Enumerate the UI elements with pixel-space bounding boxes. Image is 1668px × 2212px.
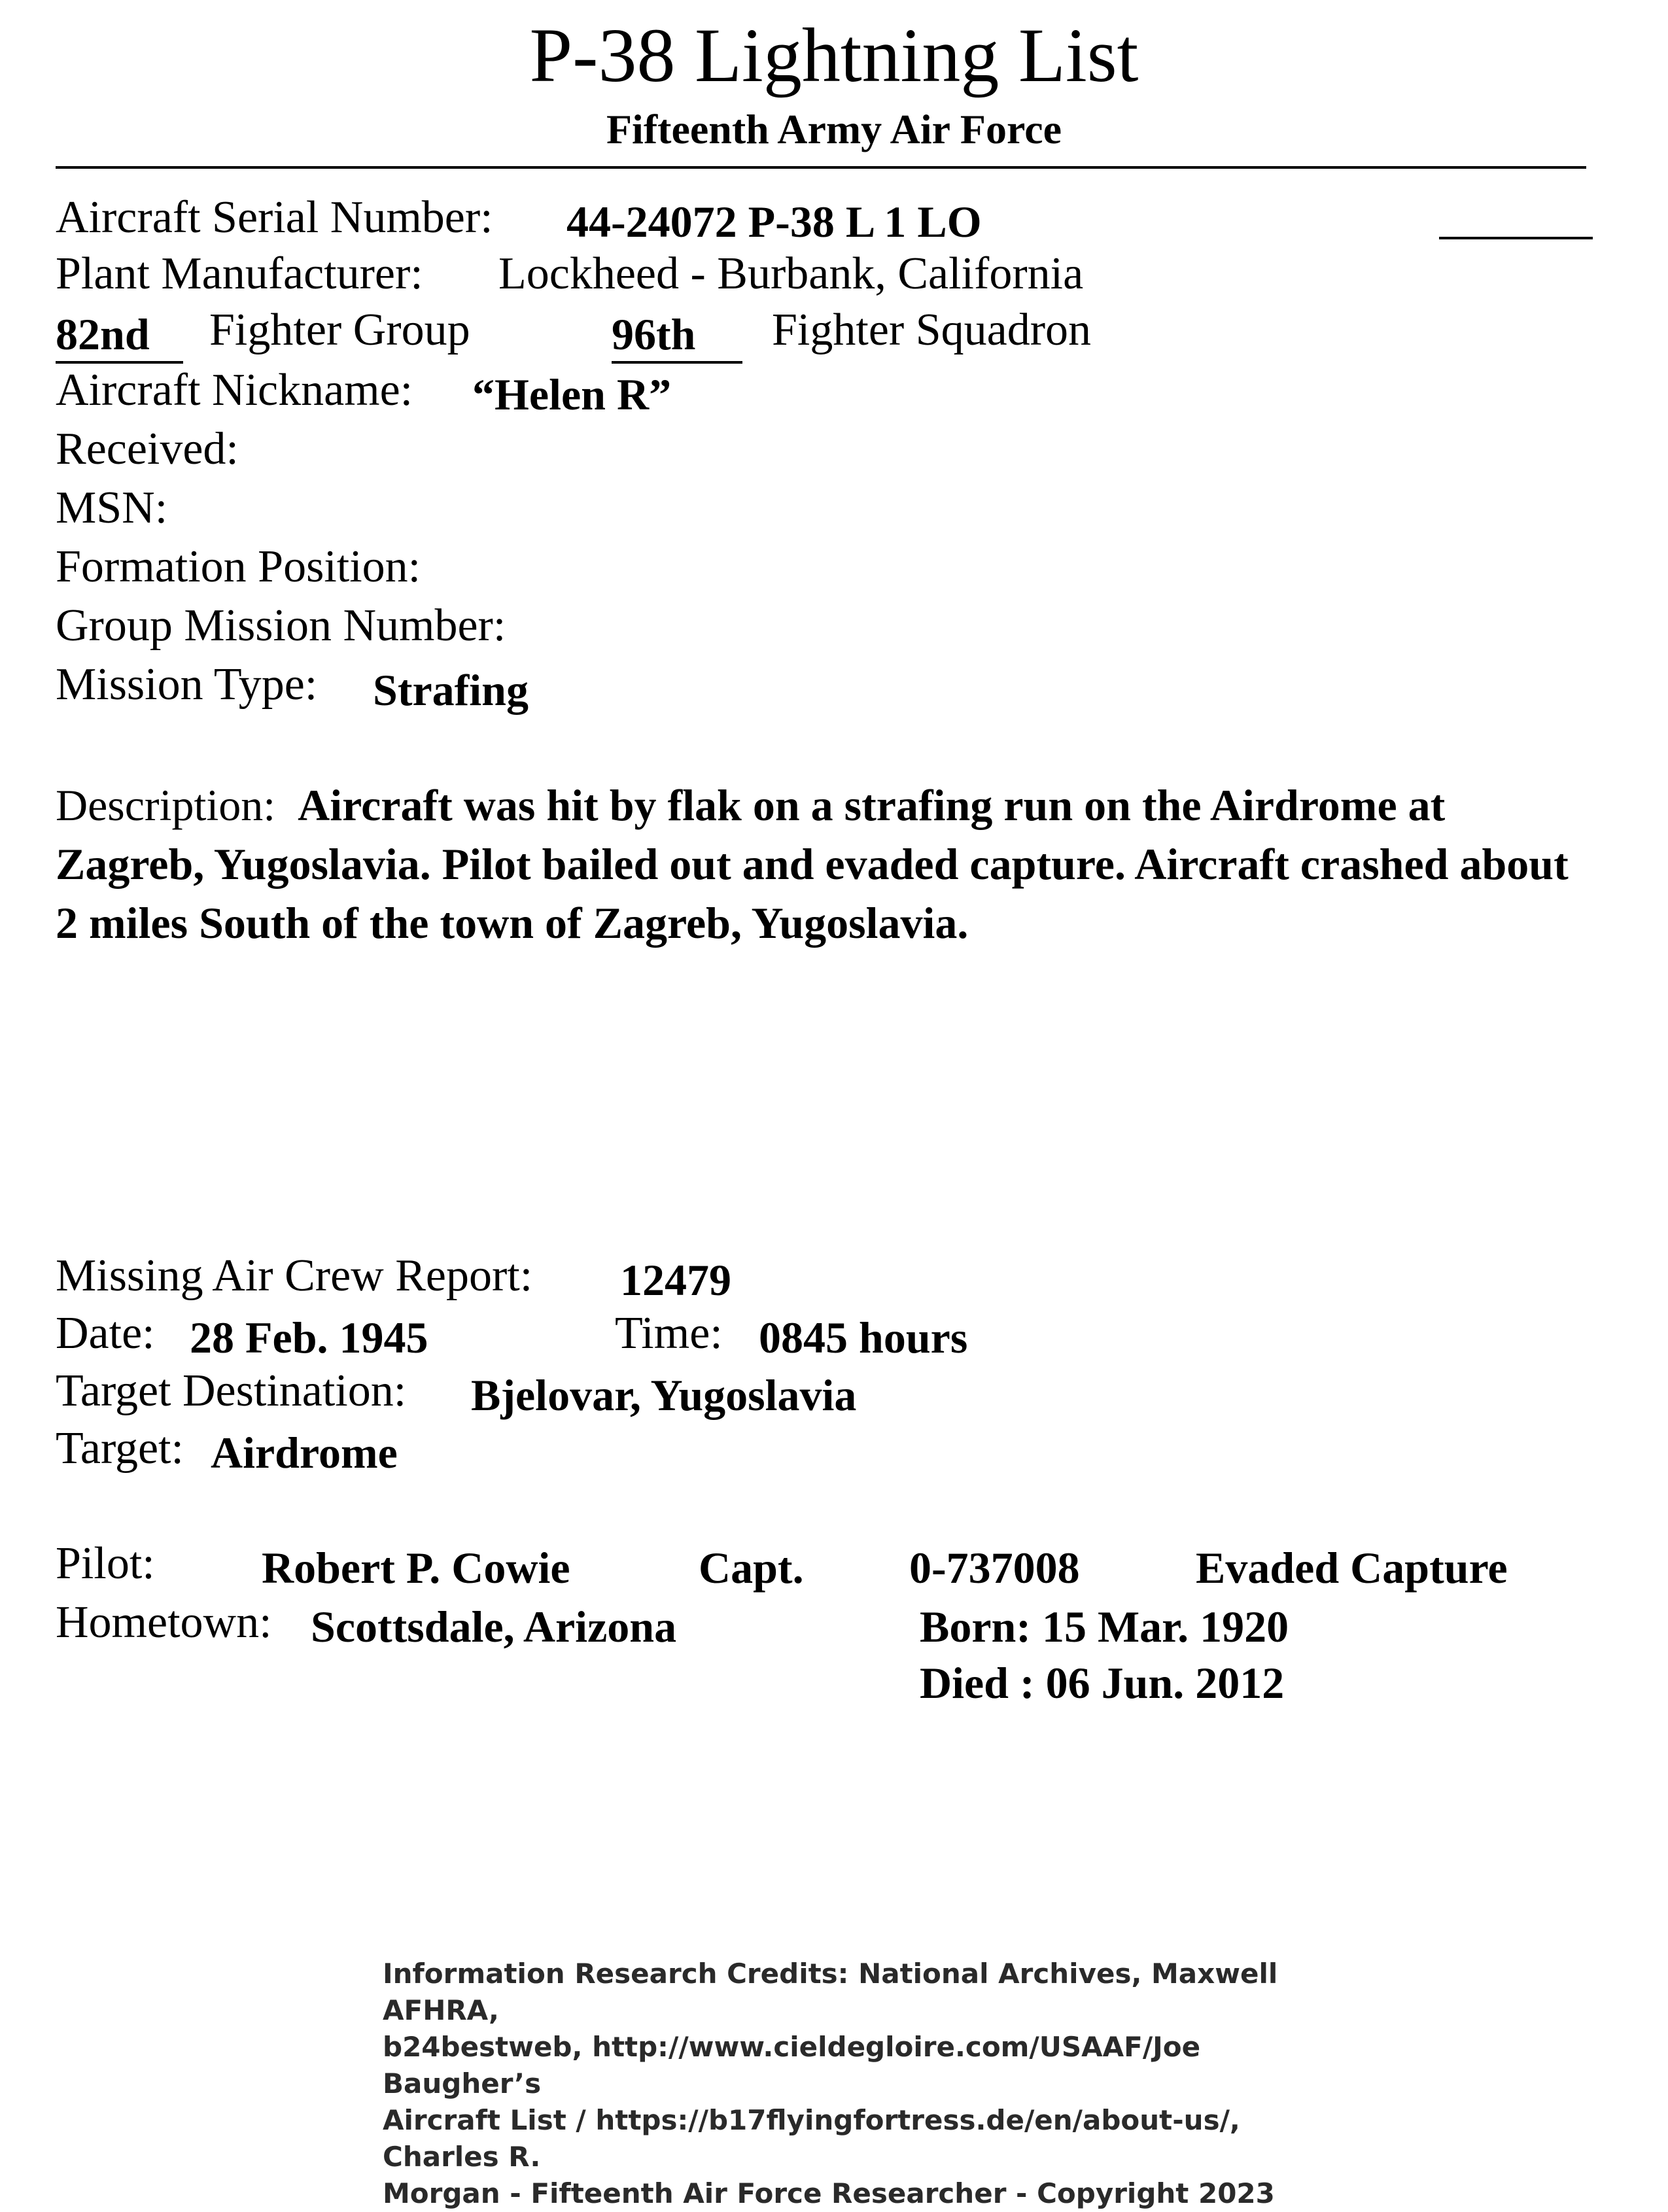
credits-line-1: Information Research Credits: National Archives, Maxwell AFHRA, bbox=[383, 1958, 1278, 2026]
date-label: Date: bbox=[56, 1308, 155, 1358]
mission-type-value: Strafing bbox=[373, 665, 529, 715]
fighter-group-label: Fighter Group bbox=[209, 305, 470, 355]
pilot-label: Pilot: bbox=[56, 1538, 155, 1589]
description-block bbox=[56, 776, 1599, 952]
fighter-squadron-value: 96th bbox=[612, 307, 742, 364]
credits-line-4: Morgan - Fifteenth Air Force Researcher - Copyright 2023 bbox=[383, 2177, 1275, 2209]
fighter-group-number bbox=[56, 305, 183, 364]
fighter-squadron-label: Fighter Squadron bbox=[772, 305, 1092, 355]
target-destination-value: Bjelovar, Yugoslavia bbox=[471, 1370, 857, 1420]
description-text: Aircraft was hit by flak on a strafing run on the Airdrome at Zagreb, Yugoslavia. Pilot bailed out and evaded capture. Aircraft crashed about 2 miles South of the town of Zagreb, Yugoslavia. bbox=[56, 780, 1569, 948]
macr-label: Missing Air Crew Report: bbox=[56, 1251, 533, 1301]
credits-line-3: Aircraft List / https://b17flyingfortress.de/en/about-us/, Charles R. bbox=[383, 2104, 1240, 2173]
header-divider bbox=[56, 166, 1586, 169]
msn-label: MSN: bbox=[56, 483, 168, 533]
description-label: Description: bbox=[56, 780, 276, 830]
group-mission-number-label: Group Mission Number: bbox=[56, 600, 506, 651]
page-title: P-38 Lightning List bbox=[529, 12, 1139, 98]
target-value: Airdrome bbox=[211, 1428, 398, 1478]
formation-position-label: Formation Position: bbox=[56, 542, 421, 592]
fighter-group-value: 82nd bbox=[56, 307, 183, 364]
pilot-serial: 0-737008 bbox=[909, 1543, 1080, 1593]
blank-field-line bbox=[1439, 237, 1593, 239]
manufacturer-label: Plant Manufacturer: bbox=[56, 249, 423, 299]
time-value: 0845 hours bbox=[759, 1313, 968, 1362]
hometown-label: Hometown: bbox=[56, 1597, 272, 1648]
macr-value: 12479 bbox=[620, 1255, 731, 1305]
pilot-died: Died : 06 Jun. 2012 bbox=[920, 1658, 1285, 1708]
target-label: Target: bbox=[56, 1423, 184, 1474]
research-credits bbox=[383, 1956, 1364, 2212]
serial-number-value: 44-24072 P-38 L 1 LO bbox=[566, 197, 982, 247]
serial-number-label: Aircraft Serial Number: bbox=[56, 192, 493, 243]
fighter-squadron-number bbox=[612, 305, 742, 364]
received-label: Received: bbox=[56, 424, 239, 474]
target-destination-label: Target Destination: bbox=[56, 1366, 407, 1416]
credits-line-2: b24bestweb, http://www.cieldegloire.com/USAAF/Joe Baugher’s bbox=[383, 2031, 1201, 2100]
nickname-value: “Helen R” bbox=[472, 370, 672, 419]
pilot-born: Born: 15 Mar. 1920 bbox=[920, 1602, 1289, 1651]
manufacturer-value: Lockheed - Burbank, California bbox=[498, 249, 1084, 299]
pilot-rank: Capt. bbox=[699, 1543, 804, 1593]
date-value: 28 Feb. 1945 bbox=[190, 1313, 428, 1362]
pilot-name: Robert P. Cowie bbox=[262, 1543, 570, 1593]
page-subtitle: Fifteenth Army Air Force bbox=[606, 106, 1062, 152]
pilot-status: Evaded Capture bbox=[1196, 1543, 1508, 1593]
hometown-value: Scottsdale, Arizona bbox=[311, 1602, 677, 1651]
mission-type-label: Mission Type: bbox=[56, 659, 318, 710]
nickname-label: Aircraft Nickname: bbox=[56, 365, 413, 415]
time-label: Time: bbox=[615, 1308, 723, 1358]
